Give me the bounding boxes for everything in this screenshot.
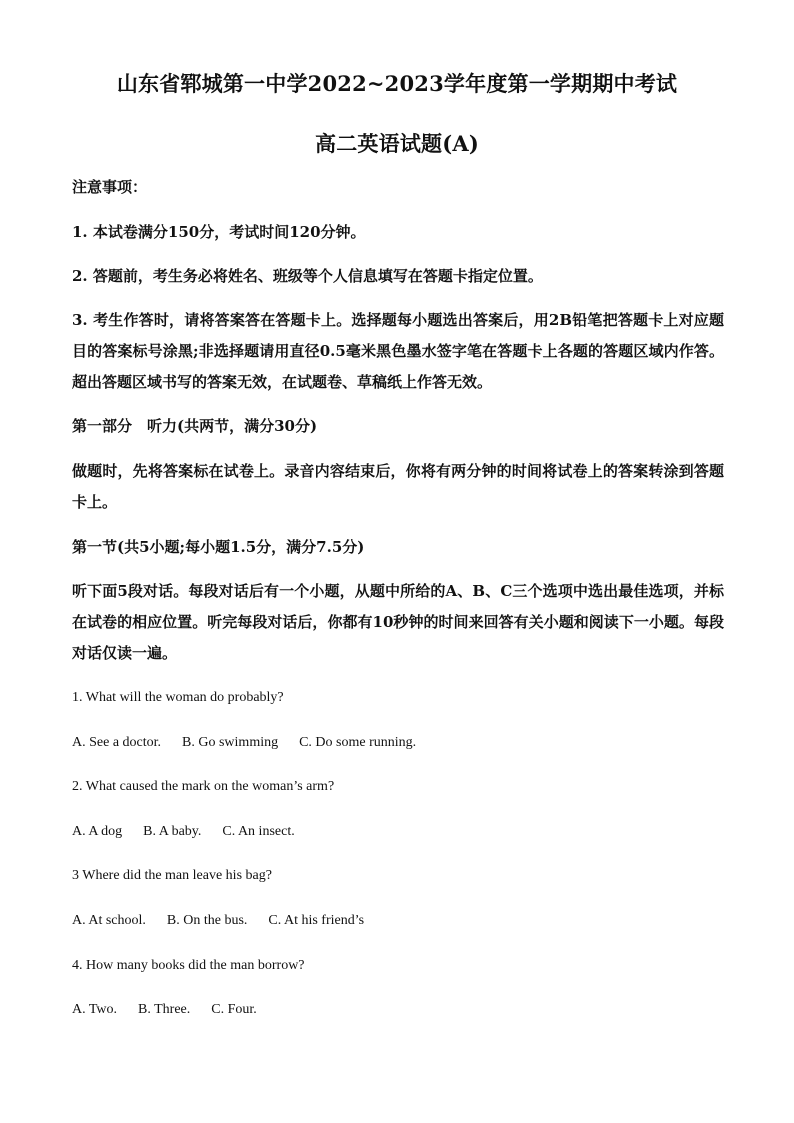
question-3-stem: 3 Where did the man leave his bag?: [72, 868, 272, 883]
question-2-options: A. A dog B. A baby. C. An insect.: [72, 824, 295, 839]
question-1-stem: 1. What will the woman do probably?: [72, 690, 284, 705]
notes-item-1: 1. 本试卷满分150分，考试时间120分钟。: [72, 223, 366, 241]
question-4-stem: 4. How many books did the man borrow?: [72, 958, 305, 973]
notes-item-2: 2. 答题前，考生务必将姓名、班级等个人信息填写在答题卡指定位置。: [72, 267, 543, 285]
notes-heading: 注意事项：: [72, 178, 148, 196]
section1-instruction: 听下面5段对话。每段对话后有一个小题，从题中所给的A、B、C三个选项中选出最佳选项，并标在试卷的相应位置。听完每段对话后，你都有10秒钟的时间来回答有关小题和阅读下一小题。每段对话仅读一遍。: [72, 582, 724, 662]
question-3-options: A. At school. B. On the bus. C. At his friend’s: [72, 913, 365, 928]
question-4-options: A. Two. B. Three. C. Four.: [72, 1002, 257, 1017]
question-1-options: A. See a doctor. B. Go swimming C. Do some running.: [72, 735, 417, 750]
notes-item-3: 3. 考生作答时，请将答案答在答题卡上。选择题每小题选出答案后，用2B铅笔把答题卡上对应题目的答案标号涂黑;非选择题请用直径0.5毫米黑色墨水签字笔在答题卡上各题的答题区域内作答。超出答题区域书写的答案无效，在试题卷、草稿纸上作答无效。: [72, 311, 724, 391]
question-2-stem: 2. What caused the mark on the woman’s arm?: [72, 779, 335, 794]
section1-heading: 第一节(共5小题;每小题1.5分，满分7.5分): [72, 538, 365, 556]
part1-heading: 第一部分 听力(共两节，满分30分): [72, 417, 318, 435]
exam-subtitle: 高二英语试题(A): [315, 131, 479, 156]
part1-instruction: 做题时，先将答案标在试卷上。录音内容结束后，你将有两分钟的时间将试卷上的答案转涂到答题卡上。: [72, 462, 724, 511]
exam-title: 山东省郓城第一中学2022~2023学年度第一学期期中考试: [116, 71, 678, 96]
